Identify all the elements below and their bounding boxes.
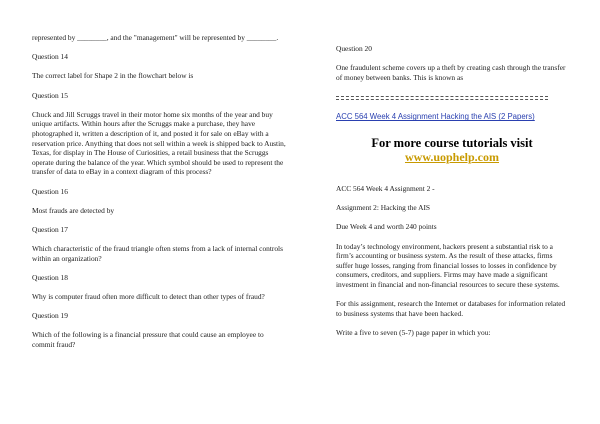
paragraph-2: For this assignment, research the Internet or databases for information related to business systems that have been hacked. — [336, 299, 566, 318]
question-20-text: One fraudulent scheme covers up a theft by creating cash through the transfer of money between banks. This is known as — [336, 63, 566, 82]
right-page — [336, 44, 568, 337]
question-14-text: The correct label for Shape 2 in the flowchart below is — [32, 71, 194, 81]
question-15-label: Question 15 — [32, 90, 68, 100]
question-18-text: Why is computer fraud often more difficult to detect than other types of fraud? — [32, 292, 265, 302]
question-14-label: Question 14 — [32, 52, 68, 62]
promo-site-link[interactable]: www.uophelp.com — [404, 149, 499, 164]
paragraph-1: In today’s technology environment, hackers present a substantial risk to a firm’s accounting or business system. As the result of these attacks, firms suffer huge losses, ranging from financial losses to losses in confidence by consumers, creditors, and suppliers. Firms may have made a significant investment in financial and non-financial resources to secure these systems. — [336, 241, 560, 289]
assignment-header: ACC 564 Week 4 Assignment 2 - — [336, 183, 435, 193]
dashed-divider — [336, 96, 548, 100]
question-16-label: Question 16 — [32, 186, 68, 196]
question-15-text: Chuck and Jill Scruggs travel in their motor home six months of the year and buy unique artifacts. Within hours after the Scruggs make a purchase, they have photographed it, written a description of it, and posted it for sale on eBay with a reservation price. Anything that does not sell within a week is shipped back to Austin, Texas, for display in The House of Curiosities, a retail business that the Scruggs operate during the balance of the year. Which symbol should be used to represent the transfer of data to eBay in a context diagram of this process? — [32, 109, 286, 177]
question-20-label: Question 20 — [336, 44, 372, 53]
assignment-link[interactable]: ACC 564 Week 4 Assignment Hacking the AIS (2 Papers) — [336, 112, 535, 122]
promo-title: For more course tutorials visit — [371, 135, 533, 150]
question-18-label: Question 18 — [32, 272, 68, 282]
assignment-title: Assignment 2: Hacking the AIS — [336, 203, 431, 213]
question-19-label: Question 19 — [32, 311, 68, 321]
paragraph-3: Write a five to seven (5-7) page paper in which you: — [336, 327, 491, 337]
left-page — [32, 33, 288, 350]
question-17-text: Which characteristic of the fraud triangle often stems from a lack of internal controls within an organization? — [32, 244, 283, 263]
question-17-label: Question 17 — [32, 224, 68, 234]
intro-text: represented by ________, and the "management" will be represented by ________. — [32, 33, 279, 42]
question-19-text: Which of the following is a financial pressure that could cause an employee to commit fraud? — [32, 330, 264, 349]
question-16-text: Most frauds are detected by — [32, 205, 115, 215]
due-text: Due Week 4 and worth 240 points — [336, 222, 437, 232]
